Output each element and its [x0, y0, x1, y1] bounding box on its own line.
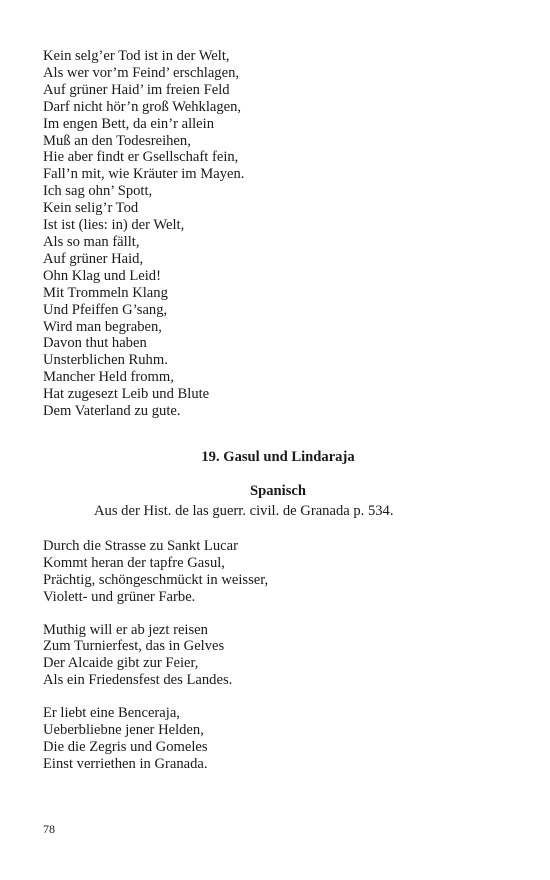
poem-line: Im engen Bett, da ein’r allein	[43, 115, 215, 132]
poem-line: Als ein Friedensfest des Landes.	[43, 672, 233, 689]
poem-line: Wird man begraben,	[43, 318, 162, 335]
poem-line: Zum Turnierfest, das in Gelves	[43, 638, 225, 655]
poem-line: Dem Vaterland zu gute.	[43, 403, 181, 420]
stanza	[43, 705, 513, 773]
poem-line: Er liebt eine Benceraja,	[43, 705, 180, 722]
poem-line: Hie aber findt er Gsellschaft fein,	[43, 149, 239, 166]
poem-line: Prächtig, schöngeschmückt in weisser,	[43, 571, 269, 588]
section-subtitle: Spanisch	[250, 482, 306, 499]
poem-line: Hat zugesezt Leib und Blute	[43, 386, 210, 403]
poem-line: Ist ist (lies: in) der Welt,	[43, 217, 185, 234]
poem-line: Kein selg’er Tod ist in der Welt,	[43, 48, 230, 64]
poem-line: Kein selig’r Tod	[43, 200, 139, 217]
poem-line: Muß an den Todesreihen,	[43, 132, 191, 149]
poem-line: Einst verriethen in Granada.	[43, 755, 208, 772]
poem-line: Darf nicht hör’n groß Wehklagen,	[43, 98, 242, 115]
poem-line: Fall’n mit, wie Kräuter im Mayen.	[43, 166, 245, 183]
poem-line: Auf grüner Haid’ im freien Feld	[43, 81, 230, 98]
poem-line: Kommt heran der tapfre Gasul,	[43, 554, 225, 571]
poem-2	[43, 538, 513, 773]
source-note: Aus der Hist. de las guerr. civil. de Granada p. 534.	[94, 502, 394, 519]
poem-line: Violett- und grüner Farbe.	[43, 588, 196, 605]
poem-line: Auf grüner Haid,	[43, 250, 144, 267]
stanza	[43, 622, 513, 690]
poem-line: Davon thut haben	[43, 335, 147, 352]
poem-line: Die die Zegris und Gomeles	[43, 739, 208, 755]
poem-line: Unsterblichen Ruhm.	[43, 352, 168, 369]
page-number: 78	[43, 822, 55, 836]
section-title: 19. Gasul und Lindaraja	[201, 448, 355, 465]
poem-1	[43, 48, 513, 420]
poem-line: Mancher Held fromm,	[43, 369, 174, 386]
poem-line: Ueberbliebne jener Helden,	[43, 722, 204, 739]
poem-line: Und Pfeiffen G’sang,	[43, 301, 168, 318]
poem-line: Ich sag ohn’ Spott,	[43, 183, 153, 200]
poem-line: Mit Trommeln Klang	[43, 284, 168, 301]
poem-line: Ohn Klag und Leid!	[43, 267, 161, 284]
poem-line: Als wer vor’m Feind’ erschlagen,	[43, 64, 240, 81]
poem-line: Der Alcaide gibt zur Feier,	[43, 655, 199, 672]
poem-line: Muthig will er ab jezt reisen	[43, 621, 208, 638]
stanza	[43, 538, 513, 606]
poem-line: Als so man fällt,	[43, 233, 140, 250]
poem-line: Durch die Strasse zu Sankt Lucar	[43, 537, 238, 554]
page-content	[43, 48, 513, 773]
